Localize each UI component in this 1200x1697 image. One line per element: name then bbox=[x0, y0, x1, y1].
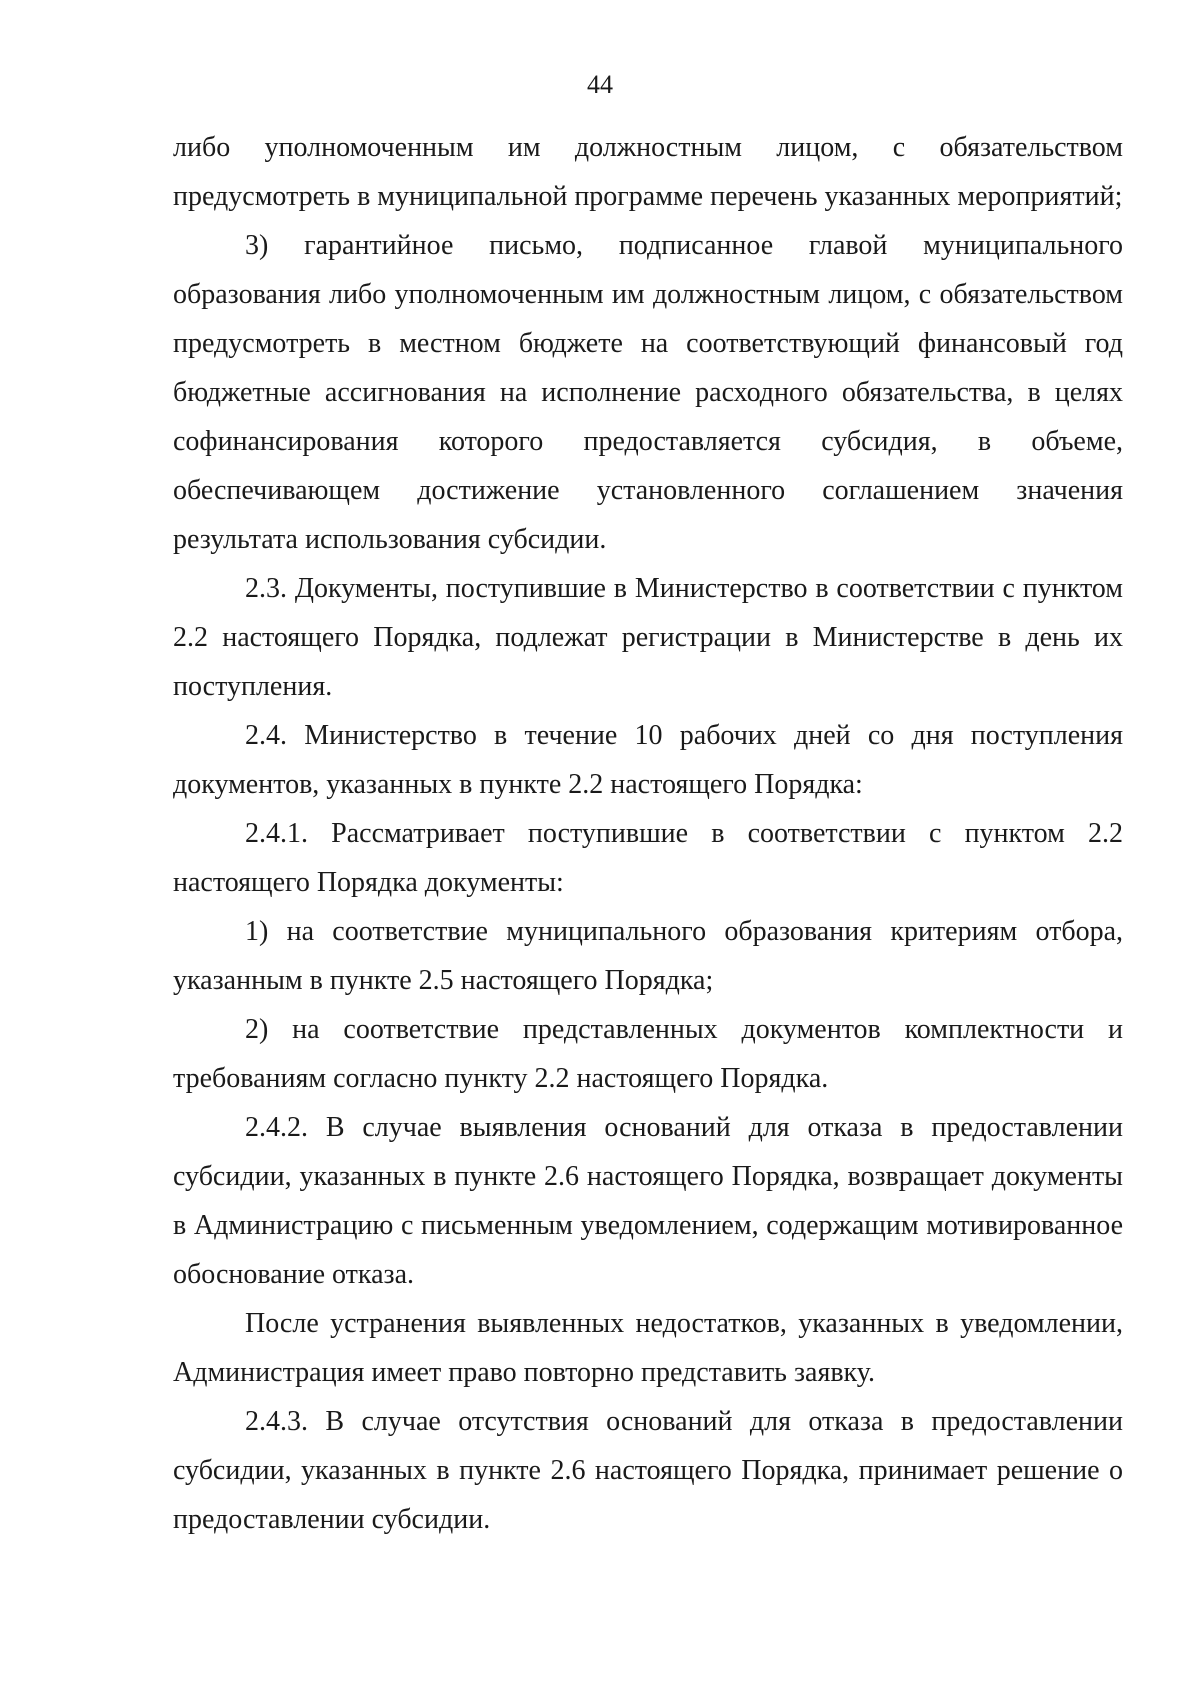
paragraph-2-4-3: 2.4.3. В случае отсутствия оснований для отказа в предоставлении субсидии, указанных в пункте 2.6 настоящего Порядка, принимает решение о предоставлении субсидии. bbox=[173, 1406, 1123, 1535]
paragraph-continuation: либо уполномоченным им должностным лицом, с обязательством предусмотреть в муниципальной программе перечень указанных мероприятий; bbox=[173, 132, 1123, 212]
paragraph-2-4: 2.4. Министерство в течение 10 рабочих дней со дня поступления документов, указанных в пункте 2.2 настоящего Порядка: bbox=[173, 720, 1123, 800]
document-body bbox=[173, 123, 1123, 1544]
paragraph-2-4-2: 2.4.2. В случае выявления оснований для отказа в предоставлении субсидии, указанных в пункте 2.6 настоящего Порядка, возвращает документы в Администрацию с письменным уведомлением, содержащим мотивированное обоснование отказа. bbox=[173, 1112, 1123, 1290]
paragraph-item-3: 3) гарантийное письмо, подписанное главой муниципального образования либо уполномоченным им должностным лицом, с обязательством предусмотреть в местном бюджете на соответствующий финансовый год бюджетные ассигнования на исполнение расходного обязательства, в целях софинансирования которого предоставляется субсидия, в объеме, обеспечивающем достижение установленного соглашением значения результата использования субсидии. bbox=[173, 230, 1123, 555]
page-number: 44 bbox=[587, 70, 613, 99]
paragraph-2-3: 2.3. Документы, поступившие в Министерство в соответствии с пунктом 2.2 настоящего Порядка, подлежат регистрации в Министерстве в день их поступления. bbox=[173, 573, 1123, 702]
paragraph-item-2: 2) на соответствие представленных документов комплектности и требованиям согласно пункту 2.2 настоящего Порядка. bbox=[173, 1014, 1123, 1094]
paragraph-after-correction: После устранения выявленных недостатков, указанных в уведомлении, Администрация имеет право повторно представить заявку. bbox=[173, 1308, 1123, 1388]
paragraph-item-1: 1) на соответствие муниципального образования критериям отбора, указанным в пункте 2.5 настоящего Порядка; bbox=[173, 916, 1123, 996]
paragraph-2-4-1: 2.4.1. Рассматривает поступившие в соответствии с пунктом 2.2 настоящего Порядка документы: bbox=[173, 818, 1123, 898]
